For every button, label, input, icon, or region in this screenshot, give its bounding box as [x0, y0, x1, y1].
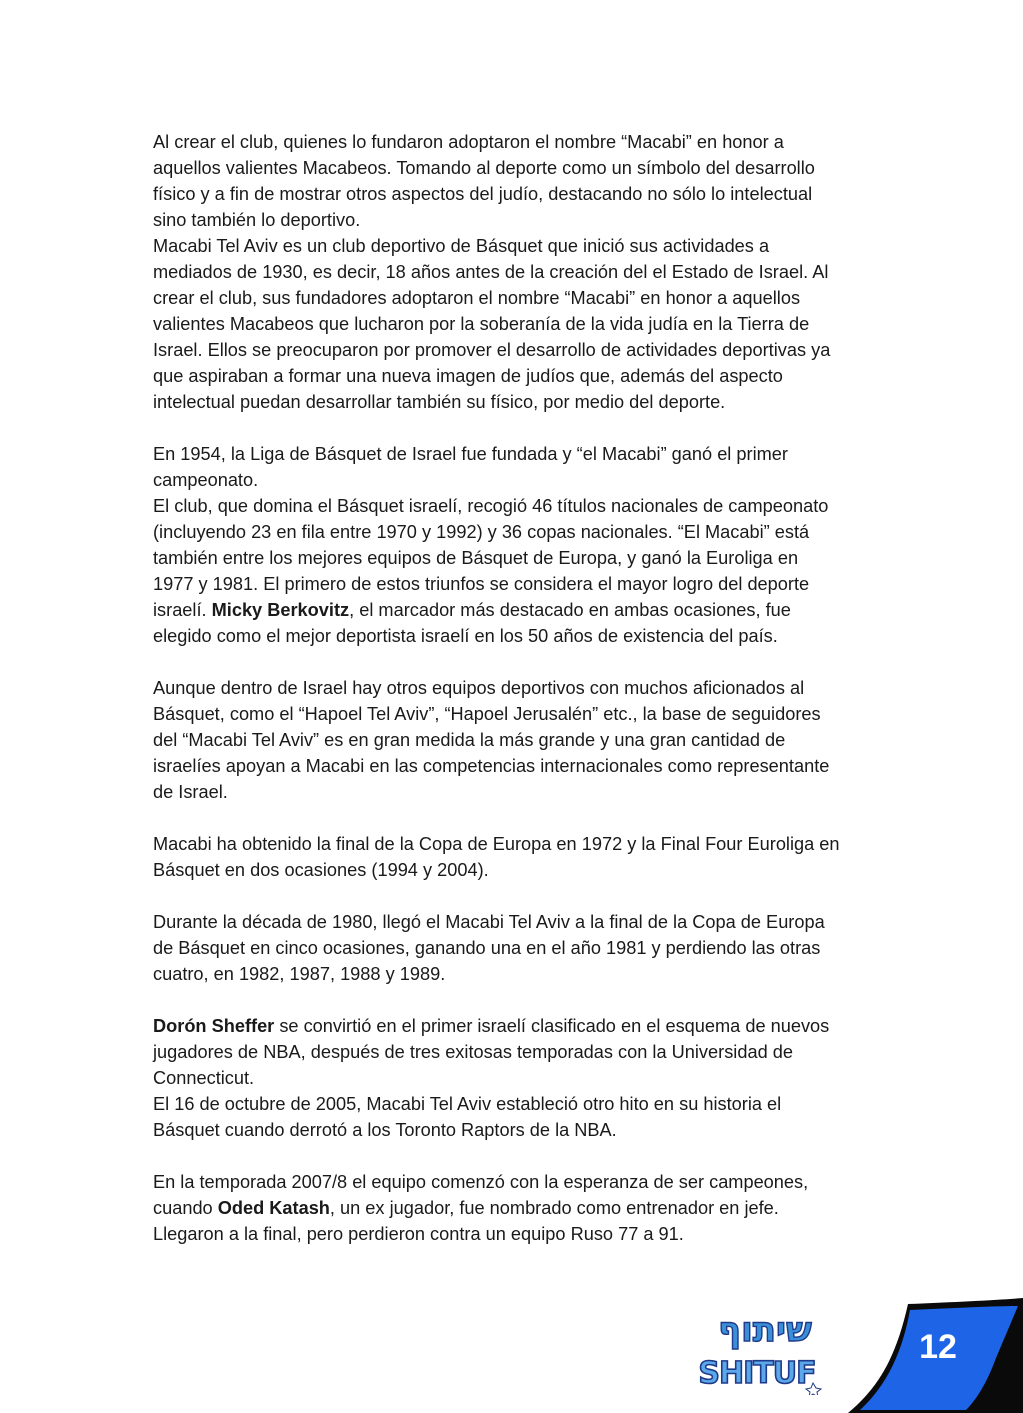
- text-run: cuando: [153, 1198, 218, 1218]
- paragraph-mixed-line: [153, 1013, 943, 1039]
- player-name-bold: Dorón Sheffer: [153, 1016, 275, 1036]
- paragraph: Macabi Tel Aviv es un club deportivo de Básquet que inició sus actividades a: [153, 236, 770, 256]
- paragraph: Israel. Ellos se preocuparon por promover el desarrollo de actividades deportivas ya: [153, 340, 831, 360]
- text-run: israelí.: [153, 600, 212, 620]
- paragraph: jugadores de NBA, después de tres exitosas temporadas con la Universidad de: [153, 1042, 793, 1062]
- text-run: , el marcador más destacado en ambas ocasiones, fue: [349, 600, 791, 620]
- paragraph: elegido como el mejor deportista israelí en los 50 años de existencia del país.: [153, 626, 778, 646]
- coach-name-bold: Oded Katash: [217, 1198, 330, 1218]
- paragraph-mixed-line: [153, 597, 943, 623]
- paragraph-gap: [153, 649, 943, 675]
- body-text: [153, 129, 943, 1247]
- logo-latin-text: SHITUF: [698, 1356, 816, 1391]
- paragraph: intelectual puedan desarrollar también su físico, por medio del deporte.: [153, 392, 726, 412]
- paragraph: mediados de 1930, es decir, 18 años antes de la creación del el Estado de Israel. Al: [153, 262, 829, 282]
- paragraph: Llegaron a la final, pero perdieron contra un equipo Ruso 77 a 91.: [153, 1224, 684, 1244]
- paragraph-gap: [153, 415, 943, 441]
- paragraph: israelíes apoyan a Macabi en las competencias internacionales como representante: [153, 756, 830, 776]
- text-run: , un ex jugador, fue nombrado como entrenador en jefe.: [329, 1198, 779, 1218]
- paragraph: físico y a fin de mostrar otros aspectos del judío, destacando no sólo lo intelectual: [153, 184, 813, 204]
- paragraph: cuatro, en 1982, 1987, 1988 y 1989.: [153, 964, 446, 984]
- paragraph-mixed-line: [153, 1195, 943, 1221]
- paragraph: Básquet cuando derrotó a los Toronto Raptors de la NBA.: [153, 1120, 617, 1140]
- paragraph: 1977 y 1981. El primero de estos triunfos se considera el mayor logro del deporte: [153, 574, 810, 594]
- paragraph: En 1954, la Liga de Básquet de Israel fue fundada y “el Macabi” ganó el primer: [153, 444, 788, 464]
- paragraph: de Básquet en cinco ocasiones, ganando una en el año 1981 y perdiendo las otras: [153, 938, 821, 958]
- paragraph: de Israel.: [153, 782, 228, 802]
- paragraph: valientes Macabeos que lucharon por la soberanía de la vida judía en la Tierra de: [153, 314, 810, 334]
- paragraph: que aspiraban a formar una nueva imagen de judíos que, además del aspecto: [153, 366, 783, 386]
- paragraph: Aunque dentro de Israel hay otros equipos deportivos con muchos aficionados al: [153, 678, 805, 698]
- paragraph: (incluyendo 23 en fila entre 1970 y 1992) y 36 copas nacionales. “El Macabi” está: [153, 522, 810, 542]
- paragraph-gap: [153, 987, 943, 1013]
- paragraph: Básquet, como el “Hapoel Tel Aviv”, “Hapoel Jerusalén” etc., la base de seguidores: [153, 704, 821, 724]
- paragraph: En la temporada 2007/8 el equipo comenzó con la esperanza de ser campeones,: [153, 1172, 809, 1192]
- paragraph: campeonato.: [153, 470, 259, 490]
- paragraph: crear el club, sus fundadores adoptaron el nombre “Macabi” en honor a aquellos: [153, 288, 801, 308]
- paragraph: también entre los mejores equipos de Básquet de Europa, y ganó la Euroliga en: [153, 548, 799, 568]
- paragraph: El 16 de octubre de 2005, Macabi Tel Aviv estableció otro hito en su historia el: [153, 1094, 782, 1114]
- paragraph-gap: [153, 1143, 943, 1169]
- text-run: se convirtió en el primer israelí clasificado en el esquema de nuevos: [274, 1016, 830, 1036]
- paragraph-gap: [153, 883, 943, 909]
- paragraph-gap: [153, 805, 943, 831]
- paragraph: El club, que domina el Básquet israelí, recogió 46 títulos nacionales de campeonato: [153, 496, 829, 516]
- logo-hebrew-text: שיתוף: [718, 1310, 812, 1350]
- page-number: 12: [919, 1328, 957, 1366]
- paragraph: aquellos valientes Macabeos. Tomando al deporte como un símbolo del desarrollo: [153, 158, 815, 178]
- paragraph: Durante la década de 1980, llegó el Macabi Tel Aviv a la final de la Copa de Europa: [153, 912, 825, 932]
- paragraph: Básquet en dos ocasiones (1994 y 2004).: [153, 860, 489, 880]
- paragraph: Connecticut.: [153, 1068, 255, 1088]
- player-name-bold: Micky Berkovitz: [211, 600, 350, 620]
- paragraph: sino también lo deportivo.: [153, 210, 361, 230]
- paragraph: Macabi ha obtenido la final de la Copa de Europa en 1972 y la Final Four Euroliga en: [153, 834, 840, 854]
- shituf-logo: [697, 1303, 827, 1395]
- paragraph: Al crear el club, quienes lo fundaron adoptaron el nombre “Macabi” en honor a: [153, 132, 784, 152]
- paragraph: del “Macabi Tel Aviv” es en gran medida la más grande y una gran cantidad de: [153, 730, 786, 750]
